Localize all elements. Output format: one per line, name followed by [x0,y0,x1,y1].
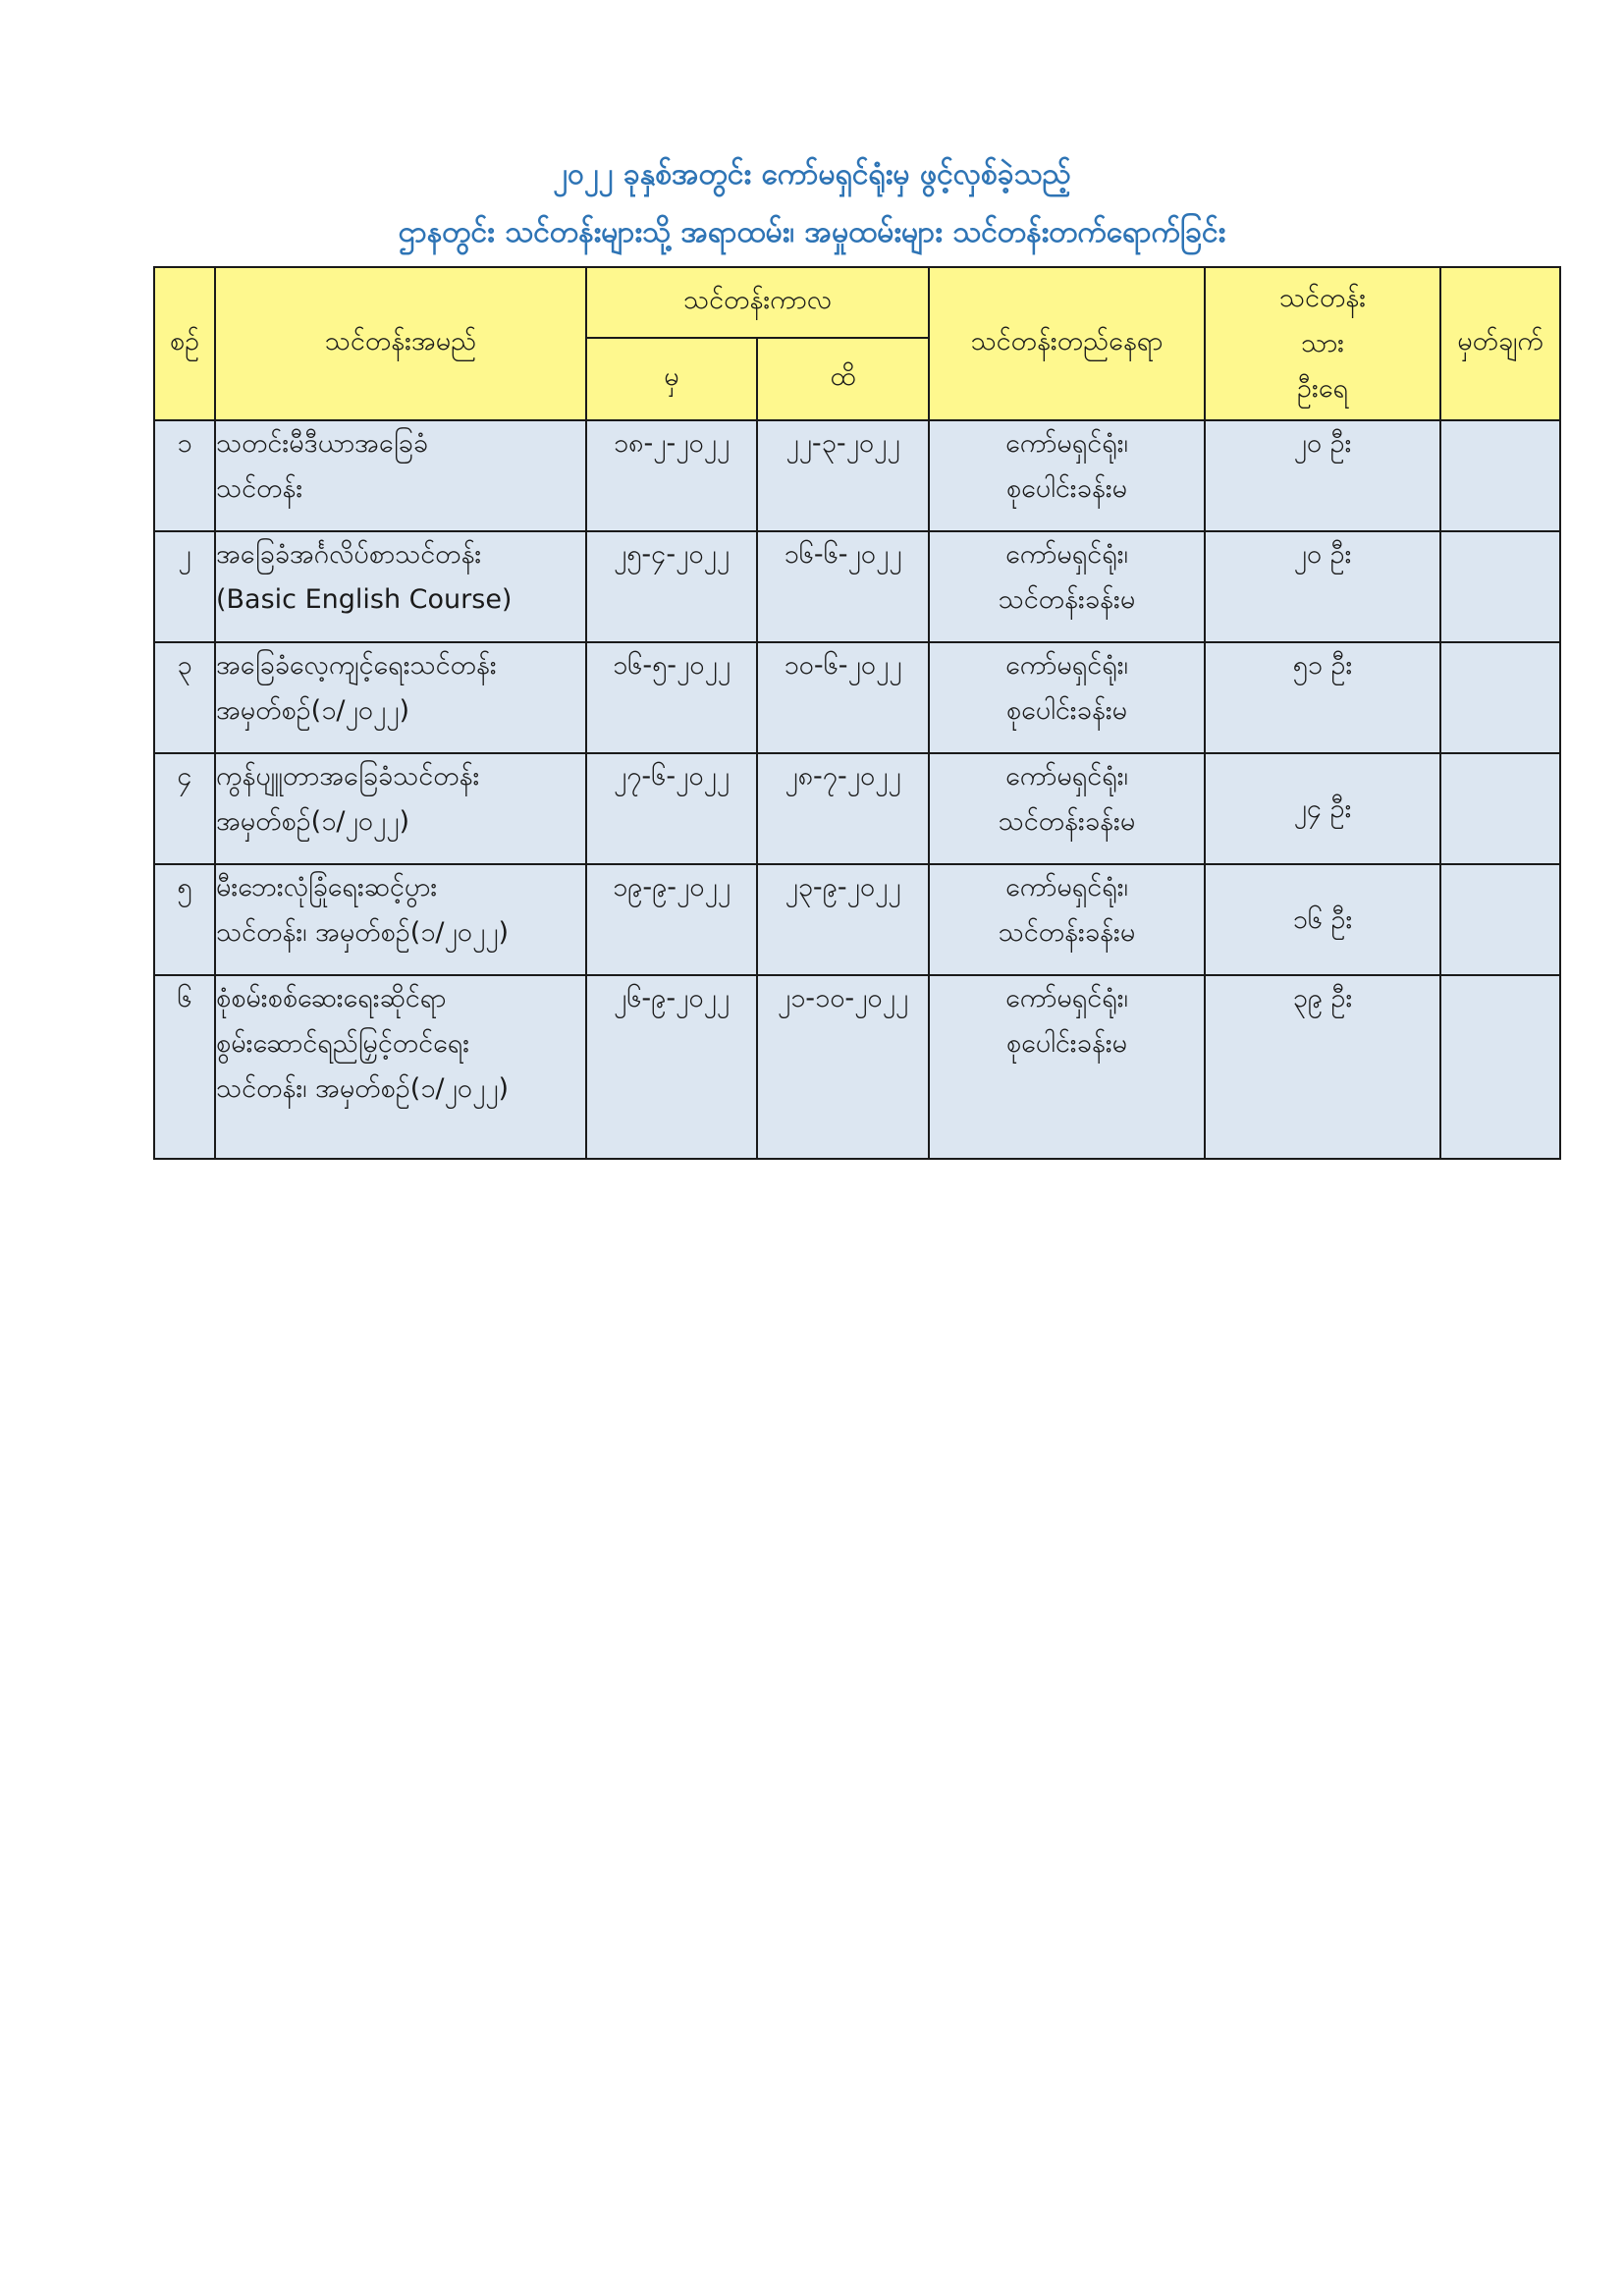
course-name-line: အမှတ်စဉ်(၁/၂၀၂၂) [216,806,409,837]
course-name-line: စွမ်းဆောင်ရည်မြှင့်တင်ရေး [216,1028,470,1059]
cell-course-name [215,420,586,531]
course-name-line: သင်တန်း၊ အမှတ်စဉ်(၁/၂၀၂၂) [216,917,510,948]
table-row [154,420,1560,531]
cell-remarks [1440,753,1560,864]
document-title-line-1: ၂၀၂၂ ခုနှစ်အတွင်း ကော်မရှင်ရုံးမှ ဖွင့်လှစ်ခဲ့သည့် [553,157,1071,191]
cell-to-date: ၁၀-၆-၂၀၂၂ [757,642,929,753]
header-trainee-count-line-1: သင်တန်း [1278,283,1367,313]
header-no: စဉ် [154,267,215,420]
cell-location [929,420,1205,531]
table-row [154,975,1560,1159]
course-name-line: မီးဘေးလုံခြုံရေးဆင့်ပွား [216,872,438,902]
header-location: သင်တန်းတည်နေရာ [929,267,1205,420]
location-line: သင်တန်းခန်းမ [998,806,1136,837]
cell-to-date: ၂၈-၇-၂၀၂၂ [757,753,929,864]
cell-from-date: ၁၆-၅-၂၀၂၂ [586,642,757,753]
cell-course-name [215,642,586,753]
cell-to-date: ၁၆-၆-၂၀၂၂ [757,531,929,642]
cell-no: ၅ [154,864,215,975]
course-name-line: အခြေခံလေ့ကျင့်ရေးသင်တန်း [216,650,497,681]
cell-remarks [1440,975,1560,1159]
document-title-line-2: ဌာနတွင်း သင်တန်းများသို့ အရာထမ်း၊ အမှုထမ်းများ သင်တန်းတက်ရောက်ခြင်း [398,215,1226,249]
course-name-line: သင်တန်း၊ အမှတ်စဉ်(၁/၂၀၂၂) [216,1073,510,1104]
cell-no: ၄ [154,753,215,864]
location-line: စုပေါင်းခန်းမ [1005,695,1128,726]
cell-from-date: ၂၆-၉-၂၀၂၂ [586,975,757,1159]
cell-no: ၆ [154,975,215,1159]
location-line: သင်တန်းခန်းမ [998,584,1136,615]
cell-from-date: ၁၈-၂-၂၀၂၂ [586,420,757,531]
cell-trainee-count: ၃၉ ဦး [1205,975,1440,1159]
cell-course-name [215,753,586,864]
cell-course-name [215,975,586,1159]
course-name-line: အမှတ်စဉ်(၁/၂၀၂၂) [216,695,409,726]
location-line: စုပေါင်းခန်းမ [1005,1028,1128,1059]
cell-course-name [215,531,586,642]
cell-location [929,864,1205,975]
cell-no: ၁ [154,420,215,531]
cell-location [929,531,1205,642]
location-line: ကော်မရှင်ရုံး၊ [1005,428,1128,459]
location-line: ကော်မရှင်ရုံး၊ [1005,539,1128,570]
header-to: ထိ [757,338,929,420]
cell-from-date: ၁၉-၉-၂၀၂၂ [586,864,757,975]
cell-from-date: ၂၇-၆-၂၀၂၂ [586,753,757,864]
location-line: ကော်မရှင်ရုံး၊ [1005,650,1128,681]
cell-to-date: ၂၁-၁၀-၂၀၂၂ [757,975,929,1159]
cell-no: ၂ [154,531,215,642]
table-row [154,531,1560,642]
table-row [154,753,1560,864]
header-trainee-count-line-2: သား [1300,328,1345,358]
header-course-name: သင်တန်းအမည် [215,267,586,420]
header-from: မှ [586,338,757,420]
cell-trainee-count: ၁၆ ဦး [1205,864,1440,975]
cell-location [929,753,1205,864]
location-line: သင်တန်းခန်းမ [998,917,1136,948]
table-row [154,642,1560,753]
cell-trainee-count: ၂၀ ဦး [1205,420,1440,531]
table-row [154,864,1560,975]
course-name-line: သတင်းမီဒီယာအခြေခံ [216,428,428,459]
header-trainee-count [1205,267,1440,420]
cell-location [929,975,1205,1159]
cell-to-date: ၂၃-၉-၂၀၂၂ [757,864,929,975]
cell-remarks [1440,531,1560,642]
cell-course-name [215,864,586,975]
cell-trainee-count: ၅၁ ဦး [1205,642,1440,753]
location-line: စုပေါင်းခန်းမ [1005,473,1128,504]
cell-trainee-count: ၂၀ ဦး [1205,531,1440,642]
cell-location [929,642,1205,753]
course-name-line: (Basic English Course) [216,584,513,615]
course-name-line: သင်တန်း [216,473,303,504]
header-trainee-count-line-3: ဦးရေ [1297,373,1348,404]
location-line: ကော်မရှင်ရုံး၊ [1005,761,1128,792]
header-remarks: မှတ်ချက် [1440,267,1560,420]
header-row-1 [154,267,1560,338]
location-line: ကော်မရှင်ရုံး၊ [1005,983,1128,1013]
course-name-line: အခြေခံအင်္ဂလိပ်စာသင်တန်း [216,539,482,570]
cell-no: ၃ [154,642,215,753]
course-name-line: ကွန်ပျူတာအခြေခံသင်တန်း [216,761,480,792]
cell-remarks [1440,864,1560,975]
cell-to-date: ၂၂-၃-၂၀၂၂ [757,420,929,531]
cell-remarks [1440,642,1560,753]
cell-remarks [1440,420,1560,531]
training-courses-table [153,266,1561,1160]
location-line: ကော်မရှင်ရုံး၊ [1005,872,1128,902]
cell-trainee-count: ၂၄ ဦး [1205,753,1440,864]
header-course-period: သင်တန်းကာလ [586,267,929,338]
course-name-line: စုံစမ်းစစ်ဆေးရေးဆိုင်ရာ [216,983,447,1013]
cell-from-date: ၂၅-၄-၂၀၂၂ [586,531,757,642]
